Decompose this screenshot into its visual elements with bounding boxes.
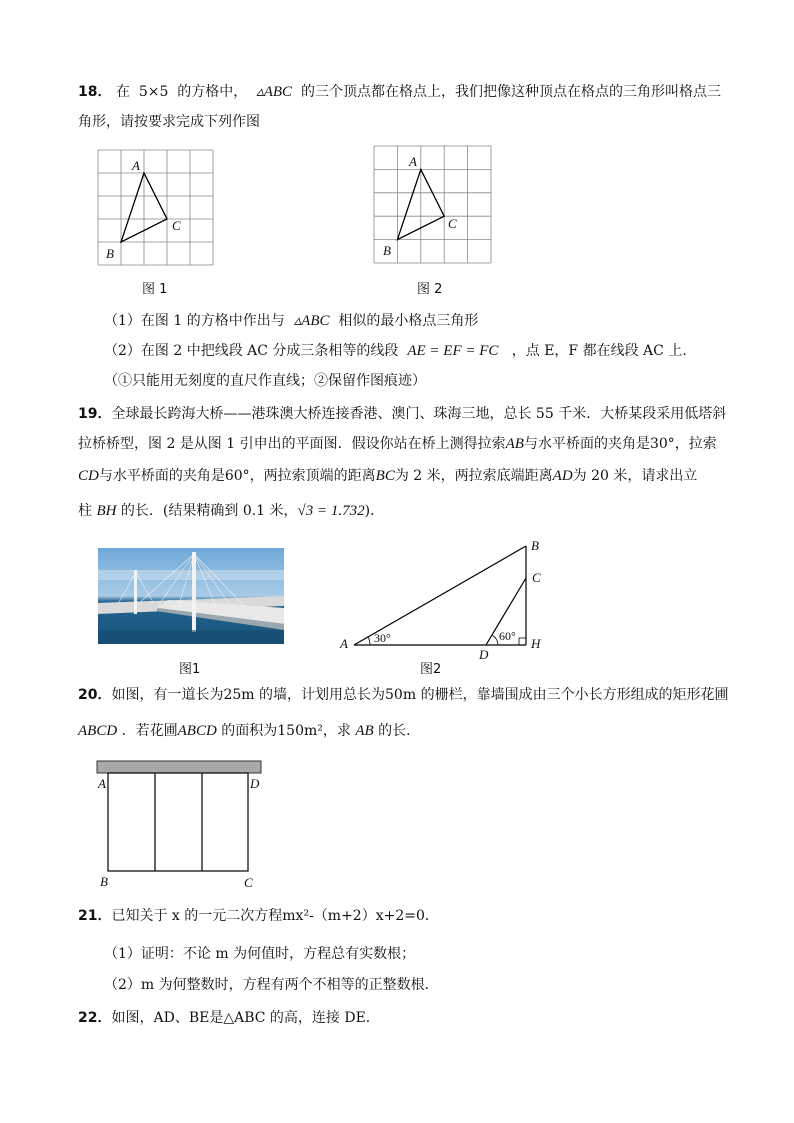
q18-line-2: 角形，请按要求完成下列作图 [78,114,260,130]
label-b: B [383,243,391,258]
q20-var: ABCD [177,723,217,739]
right-angle-mark [519,638,526,645]
q19-var: BH [96,503,117,519]
q18-part-3: （①只能用无刻度的直尺作直线；②保留作图痕迹） [104,373,426,389]
q20-figure [94,758,274,892]
q19-figure-2 [336,538,556,662]
q18-grid-size: 5×5 [138,84,169,100]
angle-arc-d [492,635,498,645]
q22-number: 22． [78,1010,112,1026]
q18-part-2-text: ，点 E，F 都在线段 AC 上. [511,343,687,359]
q19-line-1 [78,404,726,424]
label-a: A [409,154,417,169]
label-c: C [448,216,457,231]
q18-text: 在 [115,84,130,100]
q18-triangle-symbol: ▵ABC [256,84,293,100]
q18-number: 18． [78,84,112,100]
q21-part-2: （2）m 为何整数时，方程有两个不相等的正整数根． [104,977,439,993]
q19-var: AB [505,436,524,452]
q19-text: 拉桥桥型，图 2 是从图 1 引申出的平面图．假设你站在桥上测得拉索 [78,436,506,452]
q19-var: CD [78,468,99,484]
grid-lines [374,146,491,263]
q18-part-1-text: 相似的最小格点三角形 [338,313,479,329]
q20-line-1 [78,685,729,705]
q19-number: 19． [78,406,112,422]
q19-var: BC [375,468,395,484]
label-a: A [98,776,106,791]
q19-text: 全球最长跨海大桥——港珠澳大桥连接香港、澳门、珠海三地，总长 55 千米．大桥某段采用低塔斜 [111,406,727,422]
q21-line-1 [78,906,439,926]
q19-line-4 [78,501,384,521]
q19-line-2 [78,434,717,454]
garden-outline [108,773,248,871]
q19-text: 柱 [78,503,92,519]
q18-triangle-symbol: ▵ABC [293,313,330,329]
q18-figure-1 [98,150,218,270]
q18-text: 的三个顶点都在格点上，我们把像这种顶点在格点的三角形叫格点三 [300,84,721,100]
q18-part-2 [104,341,687,361]
q21-number: 21． [78,908,112,924]
q20-number: 20． [78,687,112,703]
q18-line-1 [78,82,721,102]
q20-text: 如图，有一道长为25m 的墙，计划用总长为50m 的栅栏，靠墙围成由三个小长方形组成的矩形花圃 [111,687,729,703]
q19-text: )． [364,503,385,519]
q22-line-1 [78,1008,380,1028]
label-c: C [172,218,181,233]
q22-text: 如图，AD、BE是△ABC 的高，连接 DE． [111,1010,380,1026]
q18-part-1-text: （1）在图 1 的方格中作出与 [104,313,285,329]
label-b: B [531,538,539,553]
q18-equation: AE = EF = FC [407,343,499,359]
label-a: A [132,158,140,173]
q20-text: 的长． [378,723,421,739]
label-d: D [250,776,260,791]
q19-text: 为 20 米，请求出立 [572,468,698,484]
label-b: B [106,246,114,261]
q18-figure-1-caption: 图 1 [142,282,168,297]
label-h: H [531,636,541,651]
q19-line-3 [78,466,697,486]
q19-sqrt: √3 = 1.732 [297,503,365,519]
q21-text: 已知关于 x 的一元二次方程mx²-（m+2）x+2=0． [111,908,439,924]
label-c: C [532,570,541,585]
q18-figure-2-caption: 图 2 [417,282,443,297]
q19-text: 与水平桥面的夹角是30°，拉索 [523,436,717,452]
label-d: D [479,647,489,662]
angle-30-label: 30° [374,631,391,645]
label-a: A [340,636,348,651]
q19-text: 为 2 米，两拉索底端距离 [394,468,553,484]
q20-line-2 [78,721,420,741]
q19-text: 与水平桥面的夹角是60°，两拉索顶端的距离 [98,468,376,484]
q18-part-2-text: （2）在图 2 中把线段 AC 分成三条相等的线段 [104,343,399,359]
q20-var: AB [355,723,374,739]
q18-text: 的方格中， [177,84,248,100]
bridge-photo [98,548,284,644]
q19-text: 的长．(结果精确到 0.1 米， [120,503,298,519]
q18-figure-2 [374,146,494,266]
q20-text: ．若花圃 [121,723,178,739]
label-c: C [244,875,253,890]
q20-text: 的面积为150m²，求 [221,723,351,739]
q21-part-1: （1）证明：不论 m 为何值时，方程总有实数根； [104,946,416,962]
q19-figure-2-caption: 图2 [420,662,442,677]
q19-figure-1-caption: 图1 [179,662,201,677]
wall [97,761,261,773]
angle-60-label: 60° [499,629,516,643]
label-b: B [100,874,108,889]
q20-var: ABCD [78,723,118,739]
angle-arc-a [368,637,370,645]
q19-var: AD [552,468,573,484]
grid-lines [98,150,213,265]
q18-part-1 [104,311,478,331]
